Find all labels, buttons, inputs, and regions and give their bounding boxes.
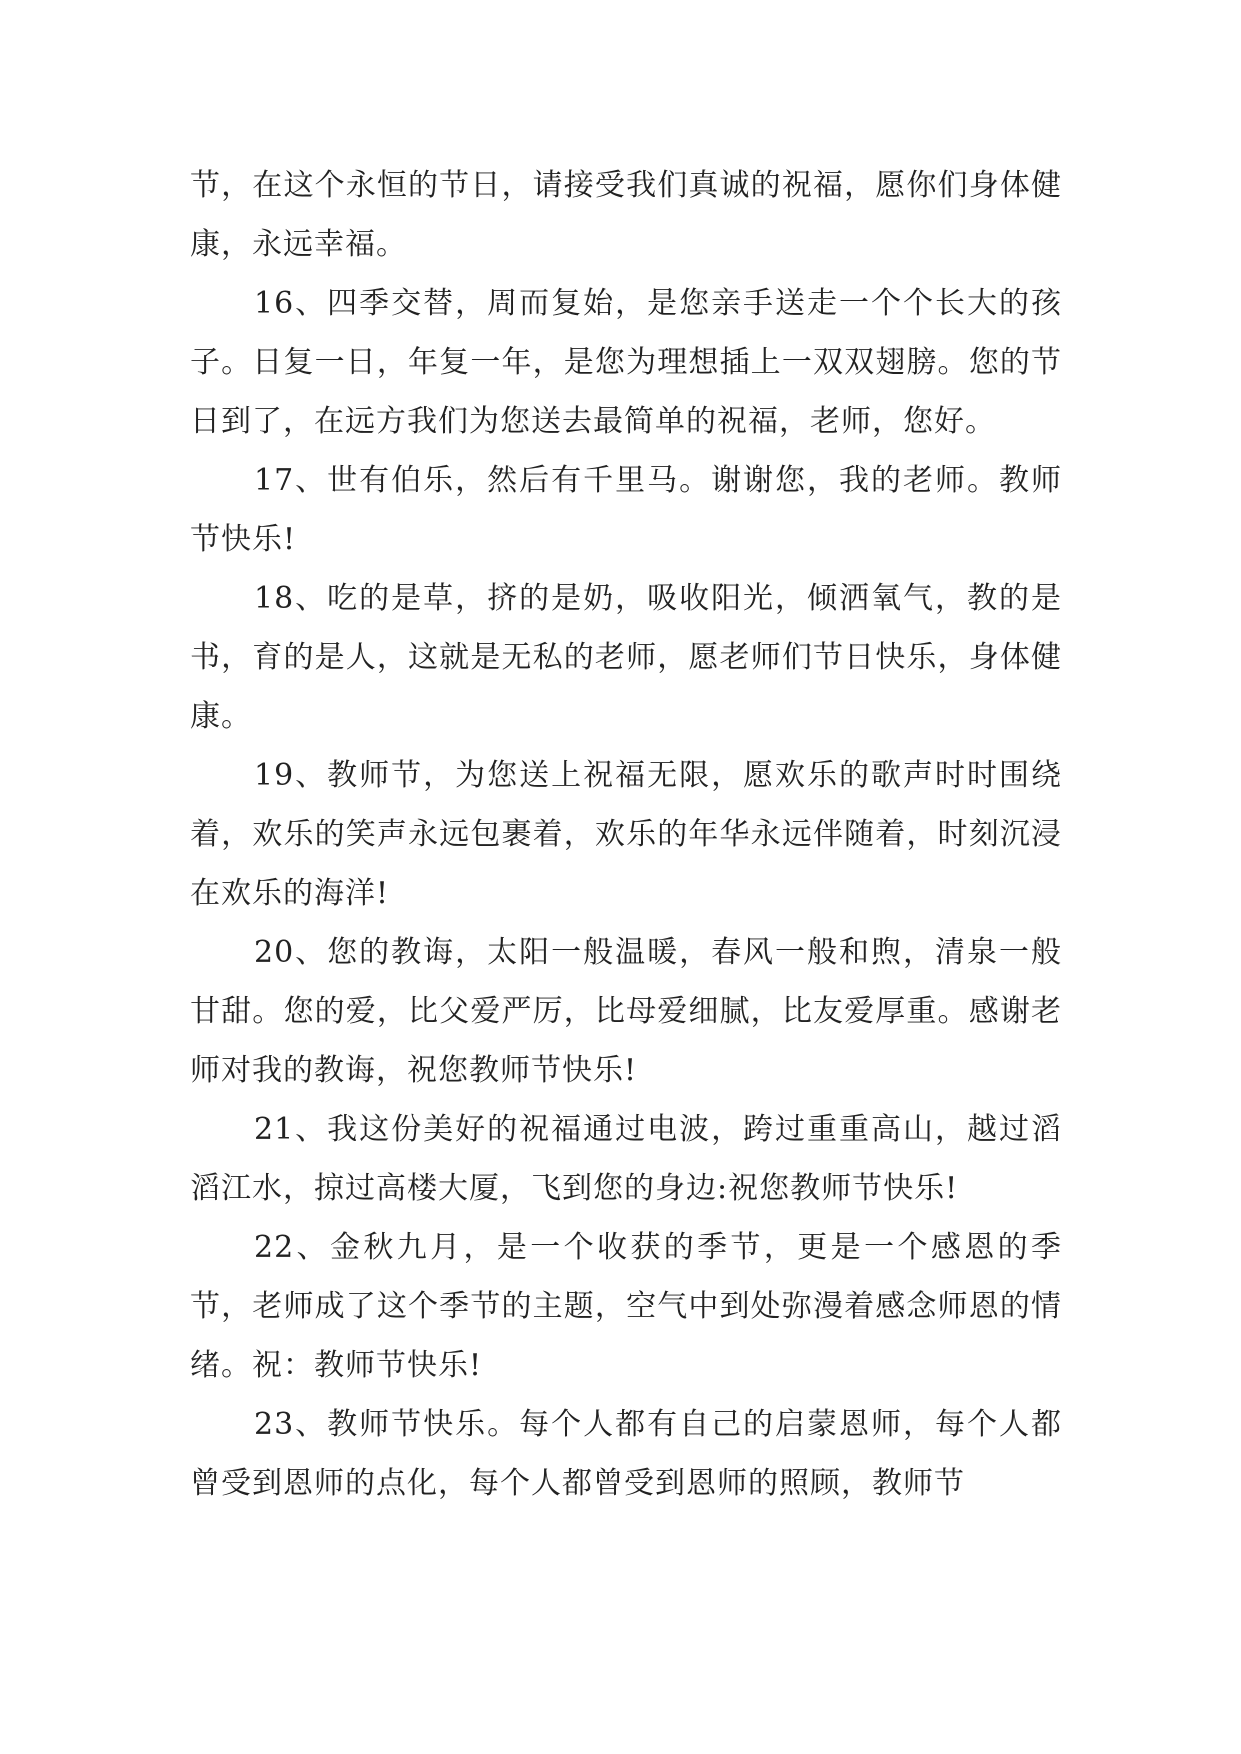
paragraph-15-continued: 节，在这个永恒的节日，请接受我们真诚的祝福，愿你们身体健康，永远幸福。 (190, 168, 1062, 262)
document-body (190, 156, 1062, 1513)
paragraph-22: 22、金秋九月，是一个收获的季节，更是一个感恩的季节，老师成了这个季节的主题，空气中到处弥漫着感念师恩的情绪。祝：教师节快乐! (190, 1230, 1062, 1383)
paragraph-21: 21、我这份美好的祝福通过电波，跨过重重高山，越过滔滔江水，掠过高楼大厦，飞到您的身边:祝您教师节快乐! (190, 1112, 1062, 1206)
paragraph-18: 18、吃的是草，挤的是奶，吸收阳光，倾洒氧气，教的是书，育的是人，这就是无私的老师，愿老师们节日快乐，身体健康。 (190, 581, 1062, 734)
paragraph-23: 23、教师节快乐。每个人都有自己的启蒙恩师，每个人都曾受到恩师的点化，每个人都曾受到恩师的照顾，教师节 (190, 1407, 1062, 1501)
paragraph-16: 16、四季交替，周而复始，是您亲手送走一个个长大的孩子。日复一日，年复一年，是您为理想插上一双双翅膀。您的节日到了，在远方我们为您送去最简单的祝福，老师，您好。 (190, 286, 1062, 439)
paragraph-17: 17、世有伯乐，然后有千里马。谢谢您，我的老师。教师节快乐! (190, 463, 1062, 557)
paragraph-20: 20、您的教诲，太阳一般温暖，春风一般和煦，清泉一般甘甜。您的爱，比父爱严厉，比母爱细腻，比友爱厚重。感谢老师对我的教诲，祝您教师节快乐! (190, 935, 1062, 1088)
paragraph-19: 19、教师节，为您送上祝福无限，愿欢乐的歌声时时围绕着，欢乐的笑声永远包裹着，欢乐的年华永远伴随着，时刻沉浸在欢乐的海洋! (190, 758, 1062, 911)
